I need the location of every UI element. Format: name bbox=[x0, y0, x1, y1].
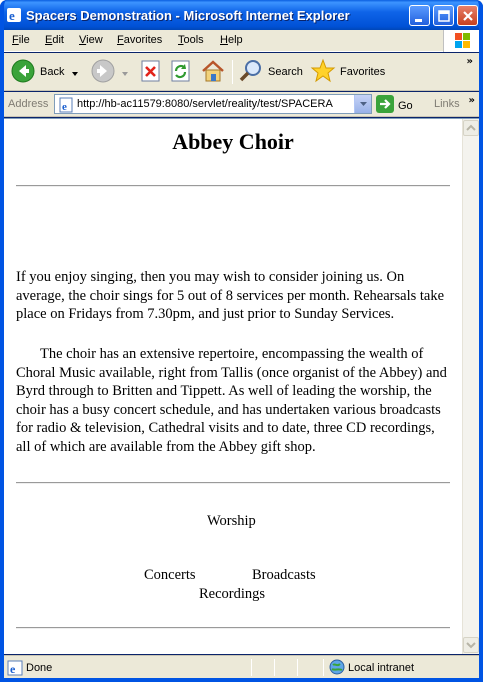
favorites-label: Favorites bbox=[340, 66, 386, 78]
back-label: Back bbox=[40, 66, 65, 78]
menu-edit[interactable]: Edit bbox=[45, 34, 64, 46]
go-label: Go bbox=[398, 99, 413, 112]
menu-file[interactable]: File bbox=[12, 34, 30, 46]
link-concerts[interactable]: Concerts bbox=[144, 567, 196, 583]
toolbar-chevron-icon[interactable]: » bbox=[466, 56, 473, 67]
address-label: Address bbox=[8, 98, 49, 110]
svg-text:e: e bbox=[9, 8, 15, 23]
status-text: Done bbox=[26, 662, 53, 674]
link-worship[interactable]: Worship bbox=[207, 513, 256, 529]
link-broadcasts[interactable]: Broadcasts bbox=[252, 567, 316, 583]
intro-paragraph: If you enjoy singing, then you may wish to consider joining us. On average, the choir sings for 5 out of 8 services per month. Rehearsals take place on Fridays from 7.30pm, and just prior to Sunday Services. bbox=[16, 269, 445, 322]
page-heading: Abbey Choir bbox=[172, 129, 294, 154]
links-chevron-icon[interactable]: » bbox=[468, 95, 475, 106]
menu-tools[interactable]: Tools bbox=[178, 34, 204, 46]
menu-view[interactable]: View bbox=[79, 34, 103, 46]
menu-favorites[interactable]: Favorites bbox=[117, 34, 163, 46]
window-title: Spacers Demonstration - Microsoft Internet Explorer bbox=[26, 8, 350, 23]
repertoire-paragraph: The choir has an extensive repertoire, encompassing the wealth of Choral Music available, right from Tallis (once organist of the Abbey) and Byrd through to Britten and Tippett. As well of leading the worship, the choir has a busy concert schedule, and has undertaken various broadcasts for radio & television, Cathedral visits and to date, three CD recordings, all of which are available from the Abbey gift shop. bbox=[16, 346, 447, 455]
svg-text:e: e bbox=[62, 101, 67, 113]
menu-help[interactable]: Help bbox=[220, 34, 243, 46]
address-url: http://hb-ac11579:8080/servlet/reality/test/SPACERA bbox=[77, 98, 333, 110]
link-recordings[interactable]: Recordings bbox=[199, 586, 266, 602]
search-label: Search bbox=[268, 66, 303, 78]
links-label[interactable]: Links bbox=[434, 98, 460, 110]
svg-text:e: e bbox=[10, 662, 16, 676]
security-zone: Local intranet bbox=[348, 662, 415, 674]
